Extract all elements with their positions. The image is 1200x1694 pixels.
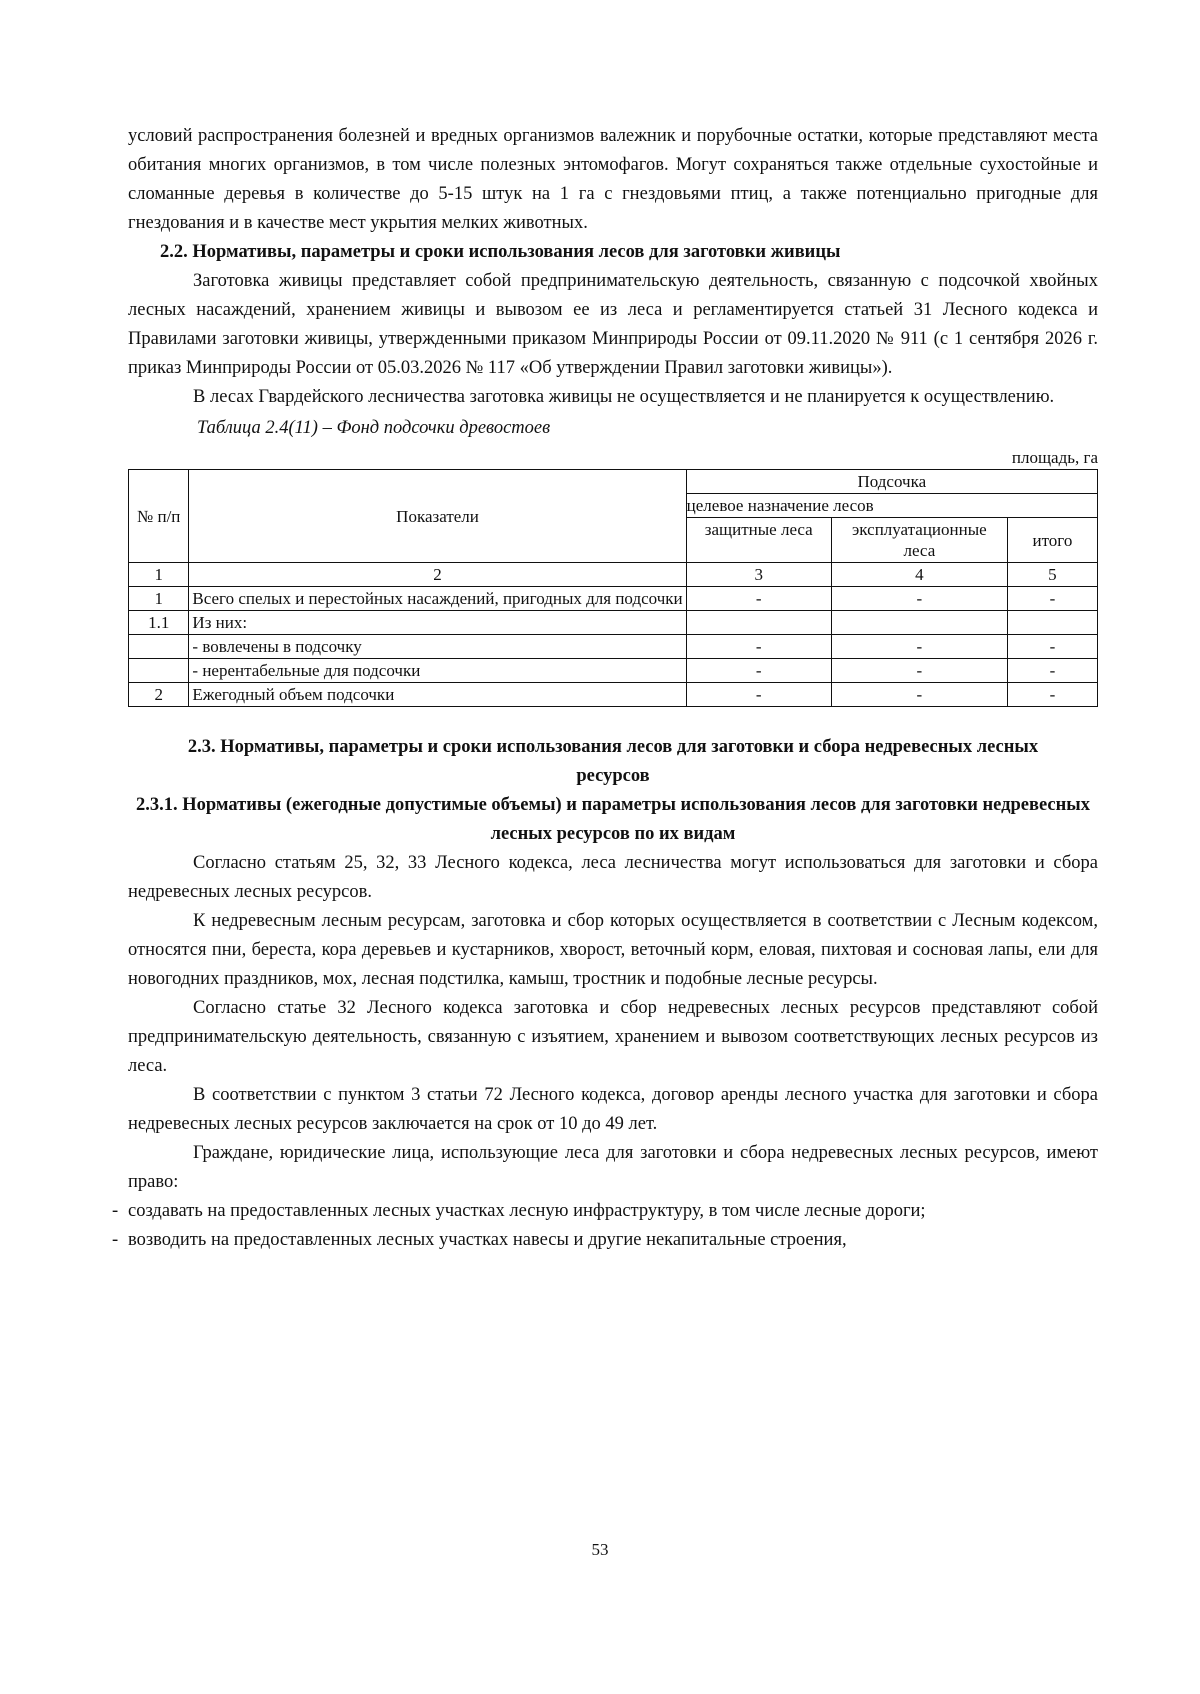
row-num: 2 (129, 683, 189, 707)
row-value-total (1007, 611, 1097, 635)
row-num (129, 659, 189, 683)
list-item: - создавать на предоставленных лесных участках лесную инфраструктуру, в том числе лесные дороги; (112, 1201, 926, 1221)
table-unit: площадь, га (1011, 448, 1098, 467)
section-2-3-paragraph-2: К недревесным лесным ресурсам, заготовка и сбор которых осуществляется в соответствии с Лесным кодексом, относятся пни, береста, кора деревьев и кустарников, хворост, веточный корм, еловая, пихтовая и сосновая лапы, ели для новогодних праздников, мох, лесная подстилка, камыш, тростник и подобные лесные ресурсы. (128, 911, 1098, 989)
table-row (129, 611, 1098, 635)
row-num (129, 635, 189, 659)
row-value-exploitation: - (831, 683, 1007, 707)
header-total: итого (1007, 518, 1097, 563)
table-row (129, 683, 1098, 707)
row-value-exploitation: - (831, 587, 1007, 611)
row-label: Из них: (189, 611, 686, 635)
table-row (129, 635, 1098, 659)
row-label: Ежегодный объем подсочки (189, 683, 686, 707)
header-subgroup: целевое назначение лесов (686, 494, 1097, 518)
list-item: - возводить на предоставленных лесных участках навесы и другие некапитальные строения, (112, 1230, 847, 1250)
intro-paragraph: условий распространения болезней и вредных организмов валежник и порубочные остатки, которые представляют места обитания многих организмов, в том числе полезных энтомофагов. Могут сохраняться также отдельные сухостойные и сломанные деревья в количестве до 5-15 штук на 1 га с гнездовьями птиц, а также потенциально пригодные для гнездования и в качестве мест укрытия мелких животных. (128, 126, 1098, 233)
header-indicators: Показатели (189, 470, 686, 563)
column-number: 1 (129, 563, 189, 587)
section-2-2-paragraph-2: В лесах Гвардейского лесничества заготовка живицы не осуществляется и не планируется к осуществлению. (193, 387, 1055, 407)
row-label: Всего спелых и перестойных насаждений, пригодных для подсочки (189, 587, 686, 611)
section-2-3-1-heading: 2.3.1. Нормативы (ежегодные допустимые объемы) и параметры использования лесов для заготовки недревесных лесных ресурсов по их видам (135, 795, 1090, 844)
section-2-2-paragraph-1: Заготовка живицы представляет собой предпринимательскую деятельность, связанную с подсочкой хвойных лесных насаждений, хранением живицы и вывозом ее из леса и регламентируется статьей 31 Лесного кодекса и Правилами заготовки живицы, утвержденными приказом Минприроды России от 09.11.2020 № 911 (с 1 сентября 2026 г. приказ Минприроды России от 05.03.2026 № 117 «Об утверждении Правил заготовки живицы»). (128, 271, 1098, 378)
list-item-text: создавать на предоставленных лесных участках лесную инфраструктуру, в том числе лесные дороги; (128, 1201, 926, 1221)
row-value-protective: - (686, 659, 831, 683)
tapping-fund-table (128, 469, 1098, 707)
row-num: 1.1 (129, 611, 189, 635)
row-value-total: - (1007, 683, 1097, 707)
header-num: № п/п (129, 470, 189, 563)
table-row (129, 587, 1098, 611)
row-value-protective: - (686, 635, 831, 659)
row-value-total: - (1007, 659, 1097, 683)
row-value-total: - (1007, 635, 1097, 659)
row-value-protective: - (686, 683, 831, 707)
column-number: 4 (831, 563, 1007, 587)
row-value-exploitation: - (831, 659, 1007, 683)
table-caption: Таблица 2.4(11) – Фонд подсочки древостоев (197, 418, 551, 438)
section-2-3-paragraph-3: Согласно статье 32 Лесного кодекса заготовка и сбор недревесных лесных ресурсов представляют собой предпринимательскую деятельность, связанную с изъятием, хранением и вывозом соответствующих лесных ресурсов из леса. (128, 998, 1098, 1076)
row-value-exploitation: - (831, 635, 1007, 659)
section-2-2-heading: 2.2. Нормативы, параметры и сроки использования лесов для заготовки живицы (160, 242, 841, 262)
header-protective: защитные леса (686, 518, 831, 563)
header-exploitation: эксплуатационные леса (831, 518, 1007, 563)
row-label: - вовлечены в подсочку (189, 635, 686, 659)
rights-list (112, 1197, 1098, 1255)
column-number: 5 (1007, 563, 1097, 587)
column-number: 3 (686, 563, 831, 587)
table-row (129, 659, 1098, 683)
table-header-row (129, 470, 1098, 494)
row-value-protective: - (686, 587, 831, 611)
section-2-3-heading: 2.3. Нормативы, параметры и сроки использования лесов для заготовки и сбора недревесных лесных ресурсов (187, 737, 1039, 786)
header-group: Подсочка (686, 470, 1097, 494)
row-value-exploitation (831, 611, 1007, 635)
section-2-3-paragraph-1: Согласно статьям 25, 32, 33 Лесного кодекса, леса лесничества могут использоваться для заготовки и сбора недревесных лесных ресурсов. (128, 853, 1098, 902)
row-num: 1 (129, 587, 189, 611)
row-value-total: - (1007, 587, 1097, 611)
section-2-3-paragraph-4: В соответствии с пунктом 3 статьи 72 Лесного кодекса, договор аренды лесного участка для заготовки и сбора недревесных лесных ресурсов заключается на срок от 10 до 49 лет. (128, 1085, 1098, 1134)
column-number-row (129, 563, 1098, 587)
section-2-3-paragraph-5: Граждане, юридические лица, использующие леса для заготовки и сбора недревесных лесных ресурсов, имеют право: (128, 1143, 1098, 1192)
row-value-protective (686, 611, 831, 635)
page-number: 53 (591, 1540, 609, 1559)
list-item-text: возводить на предоставленных лесных участках навесы и другие некапитальные строения, (128, 1230, 847, 1250)
page-content (112, 122, 1098, 1255)
row-label: - нерентабельные для подсочки (189, 659, 686, 683)
column-number: 2 (189, 563, 686, 587)
